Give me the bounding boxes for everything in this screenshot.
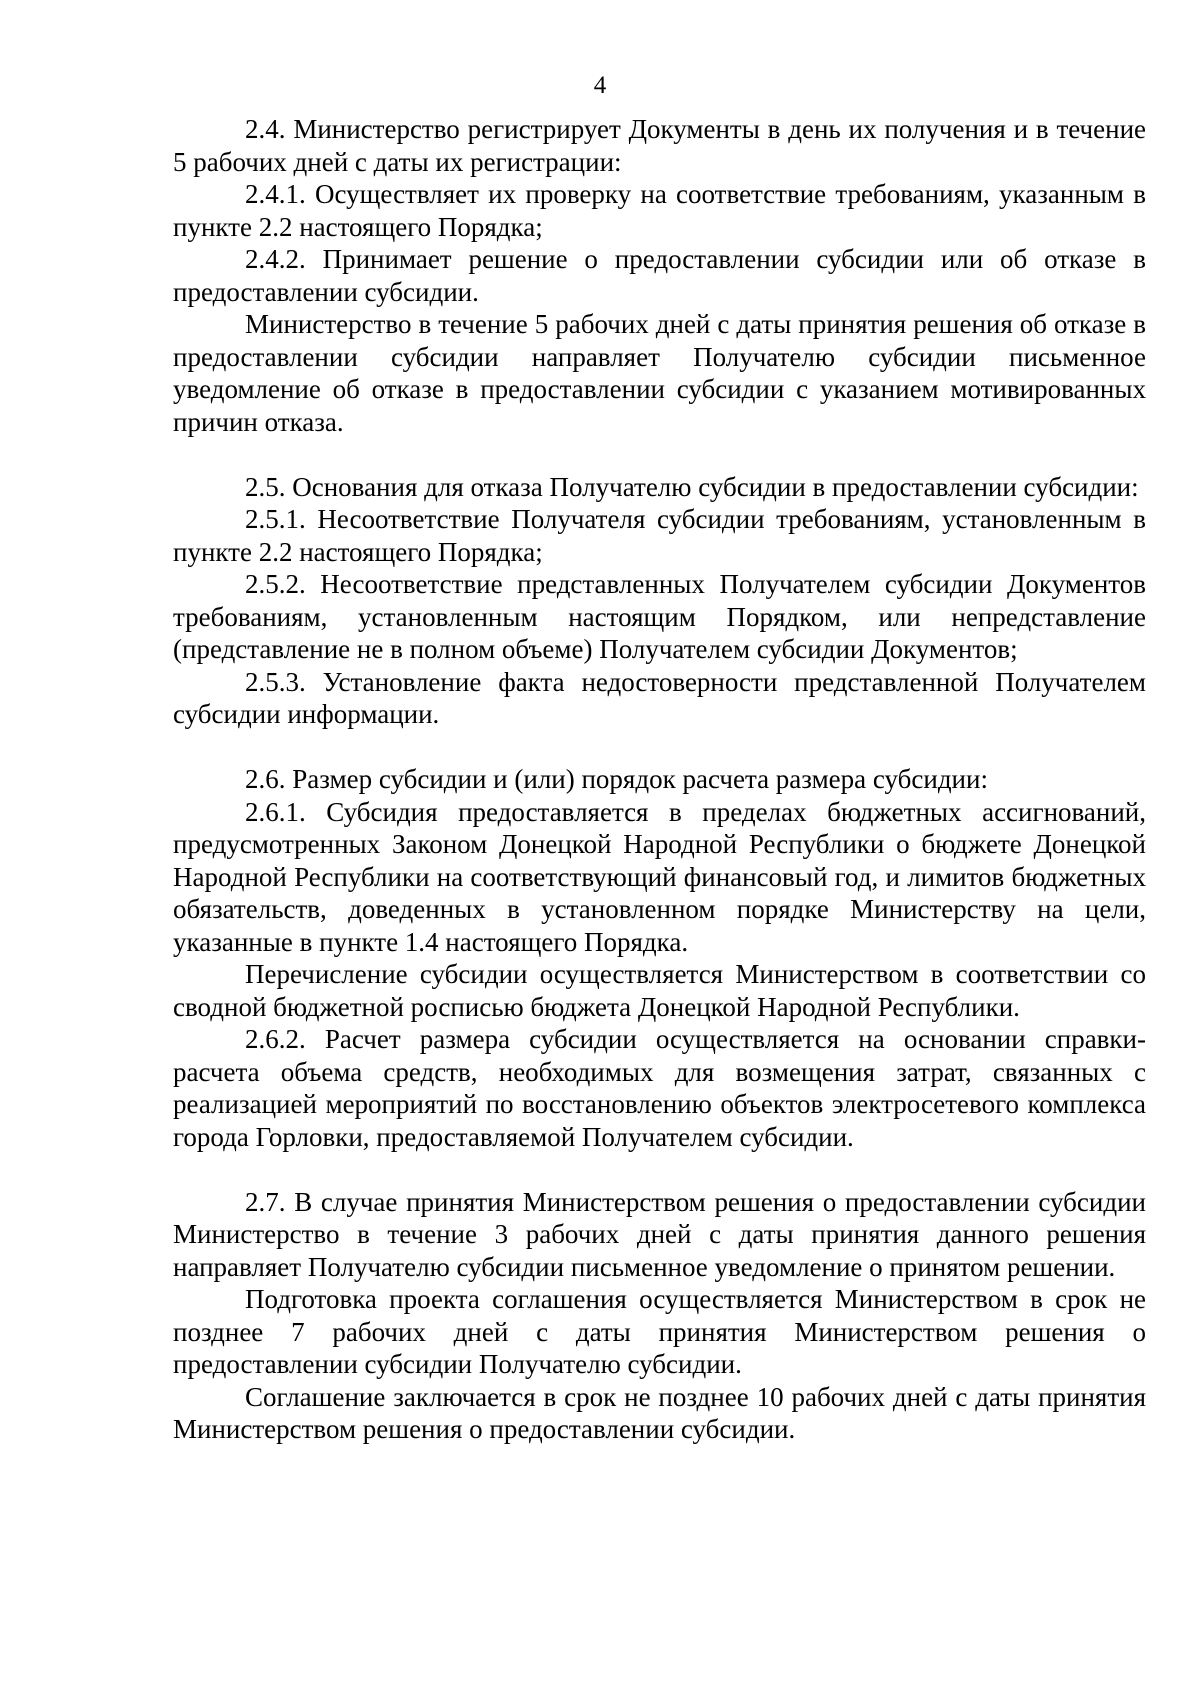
paragraph: 2.4.2. Принимает решение о предоставлении субсидии или об отказе в предоставлении субсидии. [173,244,1146,307]
paragraph: 2.4. Министерство регистрирует Документы в день их получения и в течение 5 рабочих дней с даты их регистрации: [173,114,1146,177]
page-number: 4 [593,72,607,99]
paragraph: 2.7. В случае принятия Министерством решения о предоставлении субсидии Министерство в течение 3 рабочих дней с даты принятия данного решения направляет Получателю субсидии письменное уведомление о принятом решении. [173,1186,1146,1282]
paragraph: 2.5. Основания для отказа Получателю субсидии в предоставлении субсидии: [245,471,1139,502]
paragraph: 2.5.1. Несоответствие Получателя субсидии требованиям, установленным в пункте 2.2 настоящего Порядка; [173,504,1146,567]
paragraph: 2.6. Размер субсидии и (или) порядок расчета размера субсидии: [245,764,988,794]
paragraph: Перечисление субсидии осуществляется Министерством в соответствии со сводной бюджетной росписью бюджета Донецкой Народной Республики. [173,959,1146,1022]
paragraph: Соглашение заключается в срок не позднее 10 рабочих дней с даты принятия Министерством решения о предоставлении субсидии. [173,1381,1146,1444]
paragraph: 2.5.2. Несоответствие представленных Получателем субсидии Документов требованиям, установленным настоящим Порядком, или непредставление (представление не в полном объеме) Получателем субсидии Документов; [173,569,1146,664]
document-body [173,113,1146,1446]
paragraph: 2.4.1. Осуществляет их проверку на соответствие требованиям, указанным в пункте 2.2 настоящего Порядка; [173,179,1146,242]
paragraph: Подготовка проекта соглашения осуществляется Министерством в срок не позднее 7 рабочих дней с даты принятия Министерством решения о предоставлении субсидии Получателю субсидии. [173,1284,1146,1379]
paragraph: 2.6.2. Расчет размера субсидии осуществляется на основании справки-расчета объема средств, необходимых для возмещения затрат, связанных с реализацией мероприятий по восстановлению объектов электросетевого комплекса города Горловки, предоставляемой Получателем субсидии. [173,1024,1146,1152]
paragraph: Министерство в течение 5 рабочих дней с даты принятия решения об отказе в предоставлении субсидии направляет Получателю субсидии письменное уведомление об отказе в предоставлении субсидии с указанием мотивированных причин отказа. [173,309,1146,437]
paragraph: 2.6.1. Субсидия предоставляется в пределах бюджетных ассигнований, предусмотренных Законом Донецкой Народной Республики о бюджете Донецкой Народной Республики на соответствующий финансовый год, и лимитов бюджетных обязательств, доведенных в установленном порядке Министерству на цели, указанные в пункте 1.4 настоящего Порядка. [173,796,1146,957]
paragraph: 2.5.3. Установление факта недостоверности представленной Получателем субсидии информации. [173,666,1146,729]
